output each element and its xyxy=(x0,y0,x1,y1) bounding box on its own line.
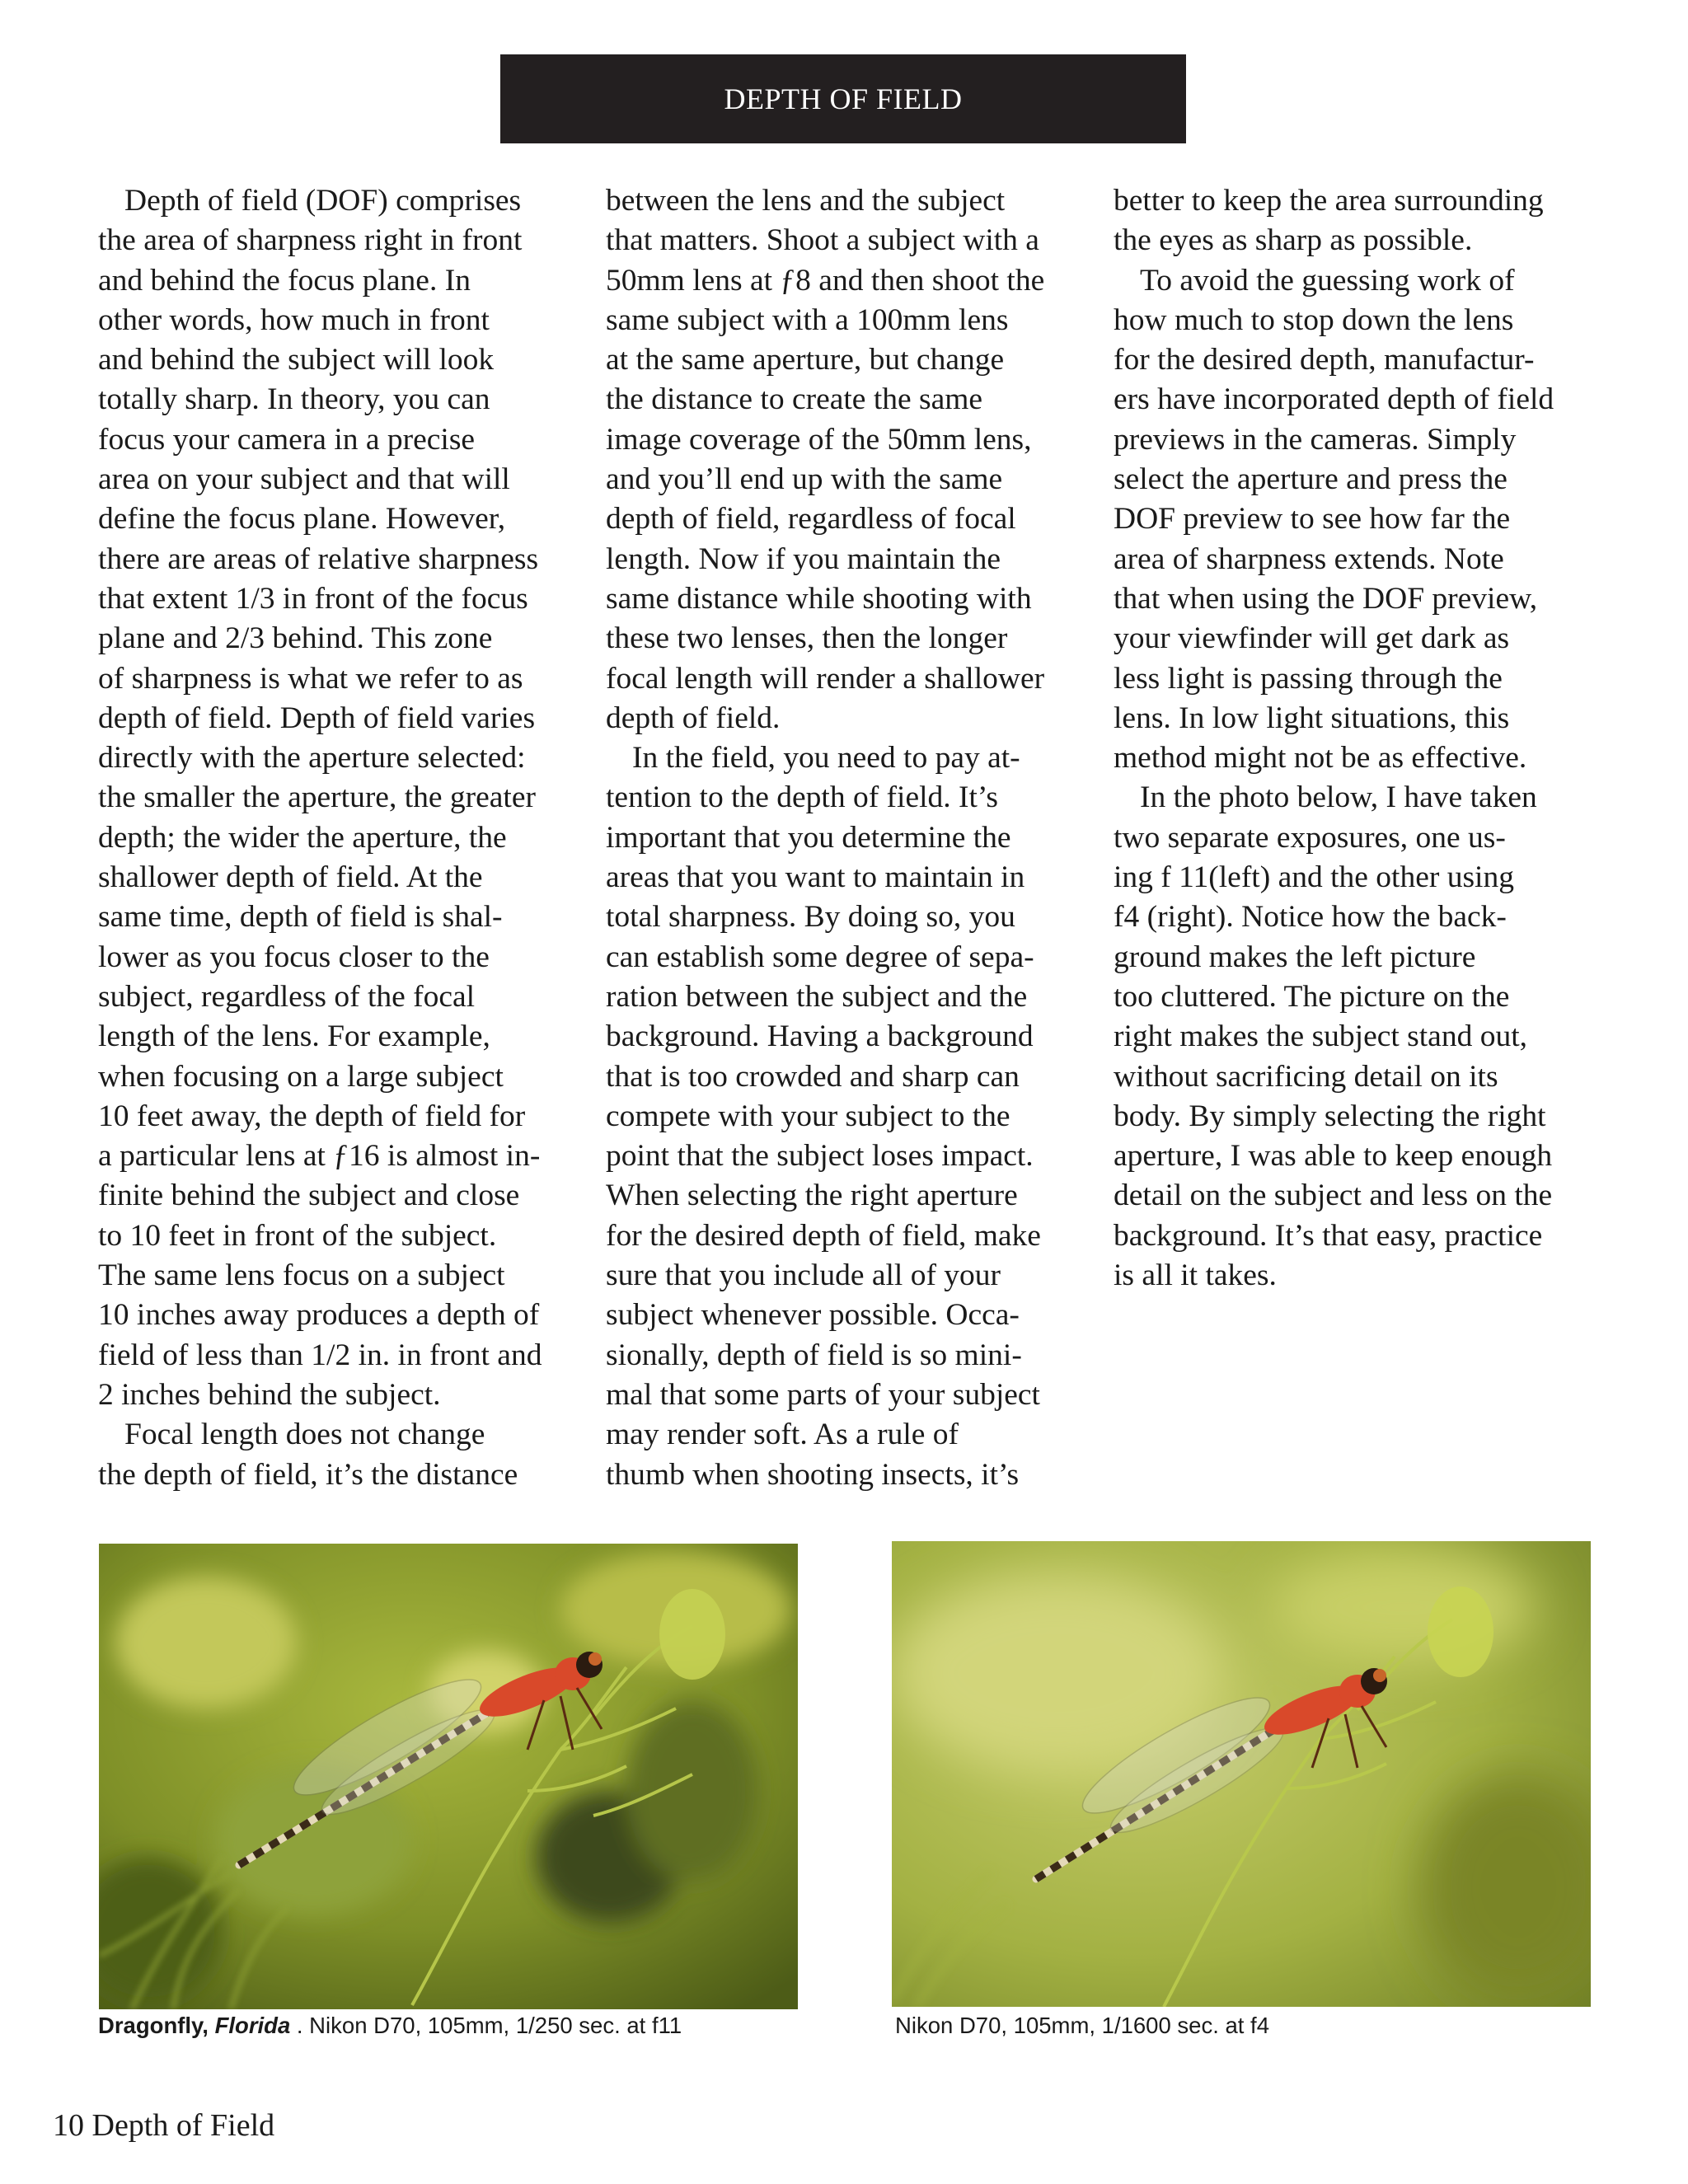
text-line: same distance while shooting with xyxy=(606,581,1032,616)
text-line: between the lens and the subject xyxy=(606,184,1006,218)
text-line: focus your camera in a precise xyxy=(98,422,476,457)
text-line: depth of field. Depth of field varies xyxy=(98,701,536,735)
text-line: depth; the wider the aperture, the xyxy=(98,820,507,855)
section-header-banner xyxy=(500,54,1186,143)
text-line: the distance to create the same xyxy=(606,382,983,417)
caption-subject: Dragonfly, xyxy=(98,2013,209,2038)
text-line: subject whenever possible. Occa- xyxy=(606,1298,1020,1333)
text-line: at the same aperture, but change xyxy=(606,343,1005,377)
text-line: the eyes as sharp as possible. xyxy=(1114,223,1473,258)
text-column-2 xyxy=(606,181,1114,1495)
text-line: ing f 11(left) and the other using xyxy=(1114,860,1514,895)
text-line: In the photo below, I have taken xyxy=(1140,780,1537,815)
text-line: ration between the subject and the xyxy=(606,979,1028,1014)
text-line: of sharpness is what we refer to as xyxy=(98,661,523,696)
text-line: two separate exposures, one us- xyxy=(1114,820,1506,855)
text-line: 2 inches behind the subject. xyxy=(98,1377,441,1412)
caption-settings-left: . Nikon D70, 105mm, 1/250 sec. at f11 xyxy=(290,2013,682,2038)
text-line: when focusing on a large subject xyxy=(98,1059,504,1094)
text-line: ers have incorporated depth of field xyxy=(1114,382,1554,417)
section-title: DEPTH OF FIELD xyxy=(724,82,963,115)
text-line: compete with your subject to the xyxy=(606,1099,1010,1133)
photo-caption-right xyxy=(895,2013,1269,2039)
text-line: area on your subject and that will xyxy=(98,462,510,497)
page-footer xyxy=(53,2107,274,2144)
text-line: image coverage of the 50mm lens, xyxy=(606,422,1032,457)
text-column-3 xyxy=(1114,181,1608,1495)
text-line: plane and 2/3 behind. This zone xyxy=(98,621,493,656)
caption-location: Florida xyxy=(214,2013,291,2038)
text-line: subject, regardless of the focal xyxy=(98,979,476,1014)
text-line: 10 feet away, the depth of field for xyxy=(98,1099,526,1133)
text-line: same subject with a 100mm lens xyxy=(606,302,1009,337)
text-column-1 xyxy=(98,181,606,1495)
text-line: totally sharp. In theory, you can xyxy=(98,382,490,417)
text-line: DOF preview to see how far the xyxy=(1114,502,1511,537)
text-line: define the focus plane. However, xyxy=(98,502,506,537)
text-line: method might not be as effective. xyxy=(1114,741,1527,776)
text-line: directly with the aperture selected: xyxy=(98,741,526,776)
text-line: too cluttered. The picture on the xyxy=(1114,979,1510,1014)
text-line: shallower depth of field. At the xyxy=(98,860,483,895)
text-line: depth of field. xyxy=(606,701,781,735)
text-line: point that the subject loses impact. xyxy=(606,1139,1034,1174)
text-line: the depth of field, it’s the distance xyxy=(98,1457,518,1492)
text-line: other words, how much in front xyxy=(98,302,490,337)
text-line: Depth of field (DOF) comprises xyxy=(124,184,522,218)
caption-settings-right: Nikon D70, 105mm, 1/1600 sec. at f4 xyxy=(895,2013,1269,2038)
text-line: To avoid the guessing work of xyxy=(1140,263,1515,298)
photo-caption-left xyxy=(98,2013,682,2039)
text-line: right makes the subject stand out, xyxy=(1114,1019,1527,1054)
text-line: without sacrificing detail on its xyxy=(1114,1059,1498,1094)
text-line: how much to stop down the lens xyxy=(1114,302,1514,337)
text-line: depth of field, regardless of focal xyxy=(606,502,1016,537)
text-line: the area of sharpness right in front xyxy=(98,223,523,258)
text-line: for the desired depth, manufactur- xyxy=(1114,343,1535,377)
text-line: a particular lens at ƒ16 is almost in- xyxy=(98,1139,541,1174)
text-line: In the field, you need to pay at- xyxy=(632,741,1020,776)
text-line: detail on the subject and less on the xyxy=(1114,1179,1553,1213)
text-line: mal that some parts of your subject xyxy=(606,1377,1040,1412)
text-line: your viewfinder will get dark as xyxy=(1114,621,1510,656)
text-line: length of the lens. For example, xyxy=(98,1019,490,1054)
text-line: can establish some degree of sepa- xyxy=(606,940,1034,974)
page-number-label: 10 Depth of Field xyxy=(53,2108,275,2143)
text-line: thumb when shooting insects, it’s xyxy=(606,1457,1020,1492)
text-line: areas that you want to maintain in xyxy=(606,860,1025,895)
text-line: ground makes the left picture xyxy=(1114,940,1476,974)
text-line: total sharpness. By doing so, you xyxy=(606,900,1015,935)
text-line: previews in the cameras. Simply xyxy=(1114,422,1517,457)
text-line: to 10 feet in front of the subject. xyxy=(98,1218,497,1253)
text-line: The same lens focus on a subject xyxy=(98,1258,505,1293)
text-line: that when using the DOF preview, xyxy=(1114,581,1538,616)
text-line: f4 (right). Notice how the back- xyxy=(1114,900,1507,935)
text-line: select the aperture and press the xyxy=(1114,462,1507,497)
text-line: that extent 1/3 in front of the focus xyxy=(98,581,528,616)
text-line: for the desired depth of field, make xyxy=(606,1218,1041,1253)
text-line: and you’ll end up with the same xyxy=(606,462,1003,497)
body-text-columns xyxy=(98,181,1608,1495)
text-line: When selecting the right aperture xyxy=(606,1179,1018,1213)
text-line: finite behind the subject and close xyxy=(98,1179,520,1213)
text-line: area of sharpness extends. Note xyxy=(1114,541,1504,576)
text-line: focal length will render a shallower xyxy=(606,661,1045,696)
text-line: Focal length does not change xyxy=(124,1418,485,1452)
text-line: and behind the subject will look xyxy=(98,343,495,377)
text-line: sionally, depth of field is so mini- xyxy=(606,1338,1022,1372)
text-line: length. Now if you maintain the xyxy=(606,541,1001,576)
photo-dragonfly-f11 xyxy=(99,1544,798,2009)
text-line: important that you determine the xyxy=(606,820,1011,855)
text-line: sure that you include all of your xyxy=(606,1258,1001,1293)
text-line: 10 inches away produces a depth of xyxy=(98,1298,540,1333)
text-line: that is too crowded and sharp can xyxy=(606,1059,1020,1094)
text-line: these two lenses, then the longer xyxy=(606,621,1008,656)
text-line: that matters. Shoot a subject with a xyxy=(606,223,1039,258)
text-line: may render soft. As a rule of xyxy=(606,1418,959,1452)
text-line: background. Having a background xyxy=(606,1019,1034,1054)
text-line: field of less than 1/2 in. in front and xyxy=(98,1338,542,1372)
text-line: body. By simply selecting the right xyxy=(1114,1099,1546,1133)
text-line: background. It’s that easy, practice xyxy=(1114,1218,1543,1253)
text-line: lens. In low light situations, this xyxy=(1114,701,1510,735)
text-line: the smaller the aperture, the greater xyxy=(98,780,536,815)
text-line: tention to the depth of field. It’s xyxy=(606,780,998,815)
text-line: lower as you focus closer to the xyxy=(98,940,490,974)
photo-dragonfly-f4 xyxy=(892,1541,1591,2007)
text-line: there are areas of relative sharpness xyxy=(98,541,539,576)
text-line: and behind the focus plane. In xyxy=(98,263,471,298)
text-line: better to keep the area surrounding xyxy=(1114,184,1544,218)
text-line: 50mm lens at ƒ8 and then shoot the xyxy=(606,263,1045,298)
text-line: is all it takes. xyxy=(1114,1258,1277,1293)
text-line: same time, depth of field is shal- xyxy=(98,900,503,935)
text-line: aperture, I was able to keep enough xyxy=(1114,1139,1553,1174)
text-line: less light is passing through the xyxy=(1114,661,1503,696)
